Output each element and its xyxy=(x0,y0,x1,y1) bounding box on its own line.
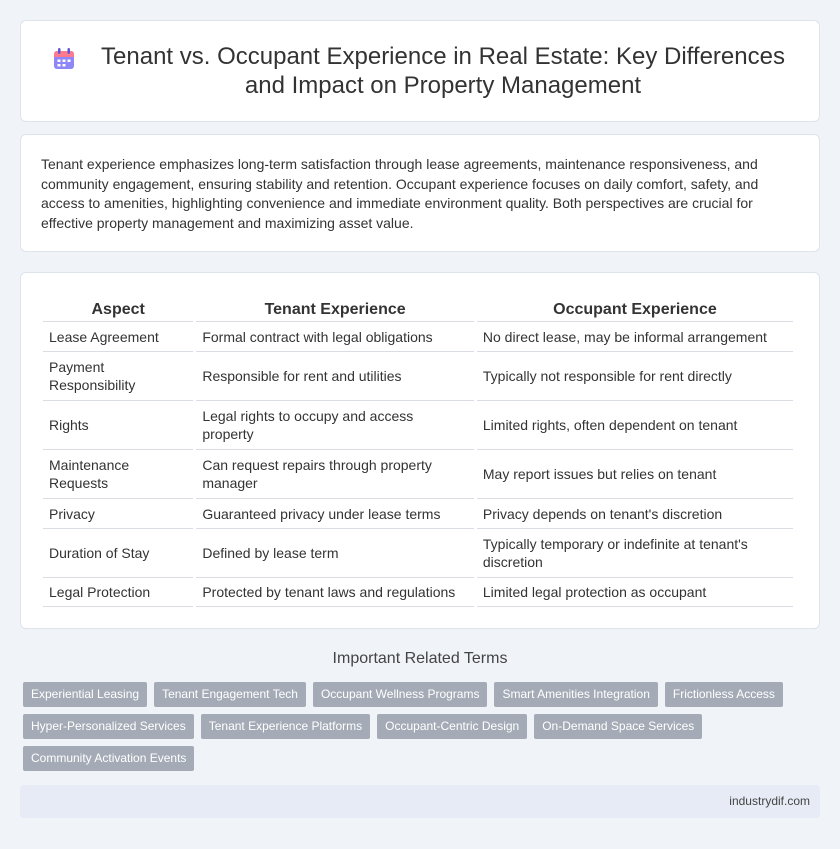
tag-experiential-leasing[interactable]: Experiential Leasing xyxy=(23,682,147,707)
table-header-row xyxy=(43,297,793,321)
table-row xyxy=(43,321,793,351)
footer xyxy=(20,785,820,818)
page-title: Tenant vs. Occupant Experience in Real Estate: Key Differences and Impact on Property Management xyxy=(101,43,785,99)
comparison-table xyxy=(40,297,796,607)
cell-occupant: Limited legal protection as occupant xyxy=(477,577,793,607)
comparison-table-card xyxy=(20,272,820,629)
table-row xyxy=(43,351,793,400)
cell-aspect: Legal Protection xyxy=(43,577,193,607)
table-row xyxy=(43,498,793,528)
calendar-icon xyxy=(51,46,77,72)
cell-tenant: Formal contract with legal obligations xyxy=(196,321,474,351)
header-occupant-experience: Occupant Experience xyxy=(553,301,717,318)
cell-aspect: Maintenance Requests xyxy=(43,449,193,498)
title-card xyxy=(20,20,820,122)
cell-occupant: May report issues but relies on tenant xyxy=(477,449,793,498)
cell-aspect: Duration of Stay xyxy=(43,528,193,577)
intro-card xyxy=(20,134,820,252)
tag-smart-amenities-integration[interactable]: Smart Amenities Integration xyxy=(494,682,657,707)
cell-occupant: Privacy depends on tenant's discretion xyxy=(477,498,793,528)
cell-occupant: Typically temporary or indefinite at tenant's discretion xyxy=(477,528,793,577)
tag-occupant-centric-design[interactable]: Occupant-Centric Design xyxy=(377,714,527,739)
cell-tenant: Legal rights to occupy and access property xyxy=(196,400,474,449)
cell-tenant: Can request repairs through property manager xyxy=(196,449,474,498)
intro-text: Tenant experience emphasizes long-term satisfaction through lease agreements, maintenance responsiveness, and community engagement, ensuring stability and retention. Occupant experience focuses on daily comfort, safety, and access to amenities, highlighting convenience and immediate environment quality. Both perspectives are crucial for effective property management and maximizing asset value. xyxy=(41,156,759,231)
related-terms-title: Important Related Terms xyxy=(332,650,508,667)
cell-tenant: Responsible for rent and utilities xyxy=(196,351,474,400)
table-row xyxy=(43,577,793,607)
cell-tenant: Defined by lease term xyxy=(196,528,474,577)
header-aspect: Aspect xyxy=(91,301,145,318)
tag-hyper-personalized-services[interactable]: Hyper-Personalized Services xyxy=(23,714,194,739)
cell-aspect: Lease Agreement xyxy=(43,321,193,351)
title-wrap xyxy=(51,42,789,100)
table-row xyxy=(43,449,793,498)
cell-aspect: Privacy xyxy=(43,498,193,528)
cell-aspect: Payment Responsibility xyxy=(43,351,193,400)
table-row xyxy=(43,400,793,449)
tag-on-demand-space-services[interactable]: On-Demand Space Services xyxy=(534,714,702,739)
tag-occupant-wellness-programs[interactable]: Occupant Wellness Programs xyxy=(313,682,488,707)
related-terms-tags xyxy=(23,682,823,778)
cell-tenant: Guaranteed privacy under lease terms xyxy=(196,498,474,528)
cell-aspect: Rights xyxy=(43,400,193,449)
tag-frictionless-access[interactable]: Frictionless Access xyxy=(665,682,783,707)
cell-occupant: No direct lease, may be informal arrangement xyxy=(477,321,793,351)
tag-community-activation-events[interactable]: Community Activation Events xyxy=(23,746,194,771)
cell-occupant: Limited rights, often dependent on tenant xyxy=(477,400,793,449)
tag-tenant-experience-platforms[interactable]: Tenant Experience Platforms xyxy=(201,714,370,739)
cell-occupant: Typically not responsible for rent directly xyxy=(477,351,793,400)
tag-tenant-engagement-tech[interactable]: Tenant Engagement Tech xyxy=(154,682,306,707)
header-tenant-experience: Tenant Experience xyxy=(264,301,406,318)
table-row xyxy=(43,528,793,577)
cell-tenant: Protected by tenant laws and regulations xyxy=(196,577,474,607)
footer-site-link[interactable]: industrydif.com xyxy=(729,794,810,808)
